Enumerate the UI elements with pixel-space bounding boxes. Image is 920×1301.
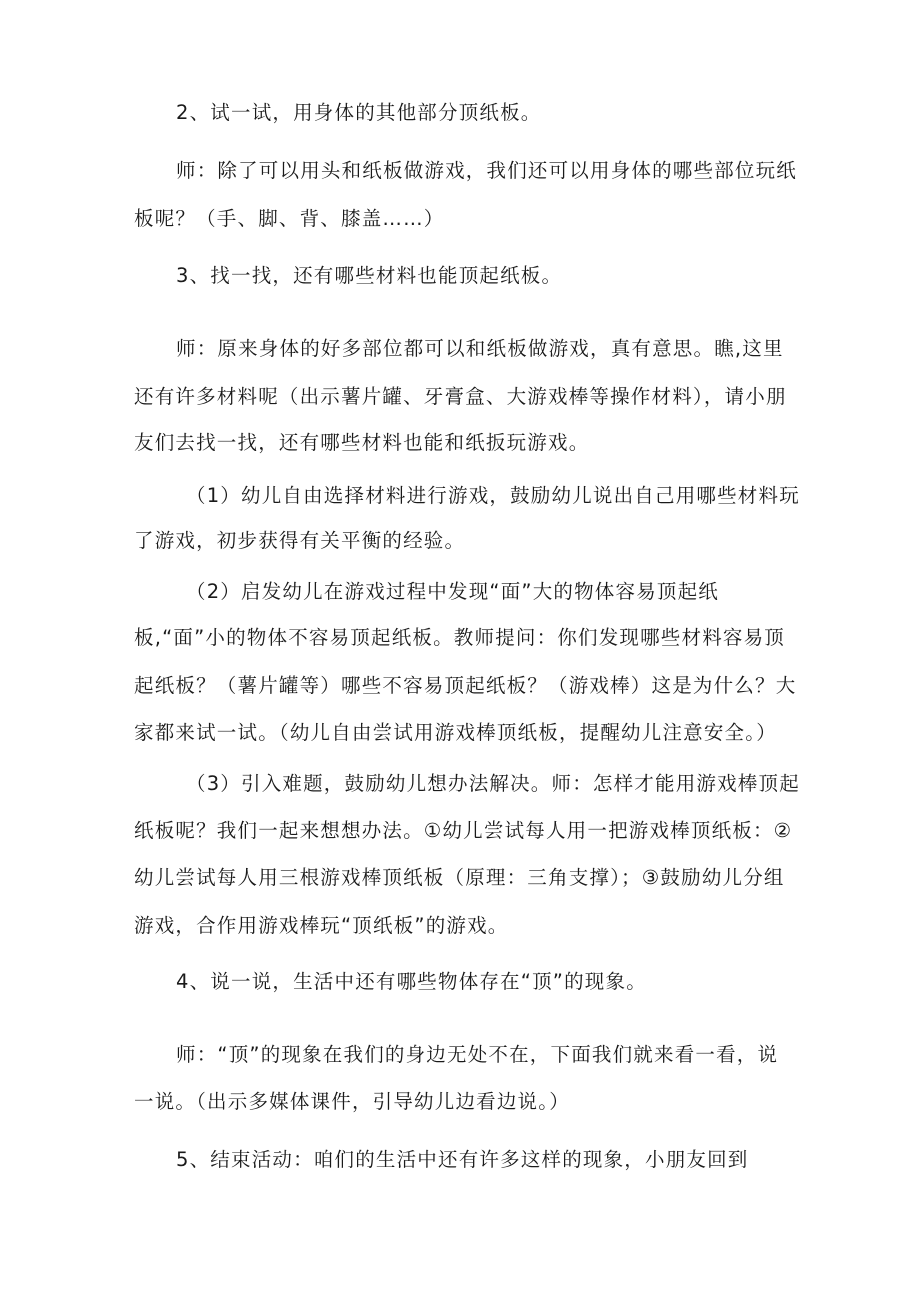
paragraph-line: 板呢？（手、脚、背、膝盖……） bbox=[134, 207, 445, 230]
section-heading-3: 3、找一找，还有哪些材料也能顶起纸板。 bbox=[176, 264, 563, 287]
list-item-1: （1）幼儿自由选择材料进行游戏，鼓励幼儿说出自己用哪些材料玩 bbox=[186, 484, 800, 507]
paragraph-line: 师：“顶”的现象在我们的身边无处不在，下面我们就来看一看，说 bbox=[176, 1043, 779, 1066]
paragraph-line: 幼儿尝试每人用三根游戏棒顶纸板（原理：三角支撑）；③鼓励幼儿分组 bbox=[134, 866, 785, 889]
paragraph-line: 师：原来身体的好多部位都可以和纸板做游戏，真有意思。瞧,这里 bbox=[176, 337, 784, 360]
paragraph-line: 板,“面”小的物体不容易顶起纸板。教师提问：你们发现哪些材料容易顶 bbox=[134, 626, 786, 649]
paragraph-line: 一说。（出示多媒体课件，引导幼儿边看边说。） bbox=[134, 1090, 570, 1113]
paragraph-line: 了游戏，初步获得有关平衡的经验。 bbox=[134, 529, 466, 552]
paragraph-line: 师：除了可以用头和纸板做游戏，我们还可以用身体的哪些部位玩纸 bbox=[176, 159, 798, 182]
paragraph-line: 友们去找一找，还有哪些材料也能和纸扳玩游戏。 bbox=[134, 431, 590, 454]
list-item-2: （2）启发幼儿在游戏过程中发现“面”大的物体容易顶起纸 bbox=[186, 580, 720, 603]
paragraph-line: 还有许多材料呢（出示薯片罐、牙膏盒、大游戏棒等操作材料），请小朋 bbox=[134, 385, 787, 408]
paragraph-line: 起纸板？（薯片罐等）哪些不容易顶起纸板？（游戏棒）这是为什么？大 bbox=[134, 674, 797, 697]
paragraph-line: 游戏，合作用游戏棒玩“顶纸板”的游戏。 bbox=[134, 914, 509, 937]
section-heading-2: 2、试一试，用身体的其他部分顶纸板。 bbox=[176, 101, 542, 124]
paragraph-line: 纸板呢？我们一起来想想办法。①幼儿尝试每人用一把游戏棒顶纸板：② bbox=[134, 819, 793, 842]
section-heading-4: 4、说一说，生活中还有哪些物体存在“顶”的现象。 bbox=[176, 970, 647, 993]
list-item-3: （3）引入难题，鼓励幼儿想办法解决。师：怎样才能用游戏棒顶起 bbox=[186, 772, 800, 795]
paragraph-line: 家都来试一试。（幼儿自由尝试用游戏棒顶纸板，提醒幼儿注意安全。） bbox=[134, 721, 777, 744]
section-heading-5: 5、结束活动：咱们的生活中还有许多这样的现象，小朋友回到 bbox=[176, 1148, 749, 1171]
